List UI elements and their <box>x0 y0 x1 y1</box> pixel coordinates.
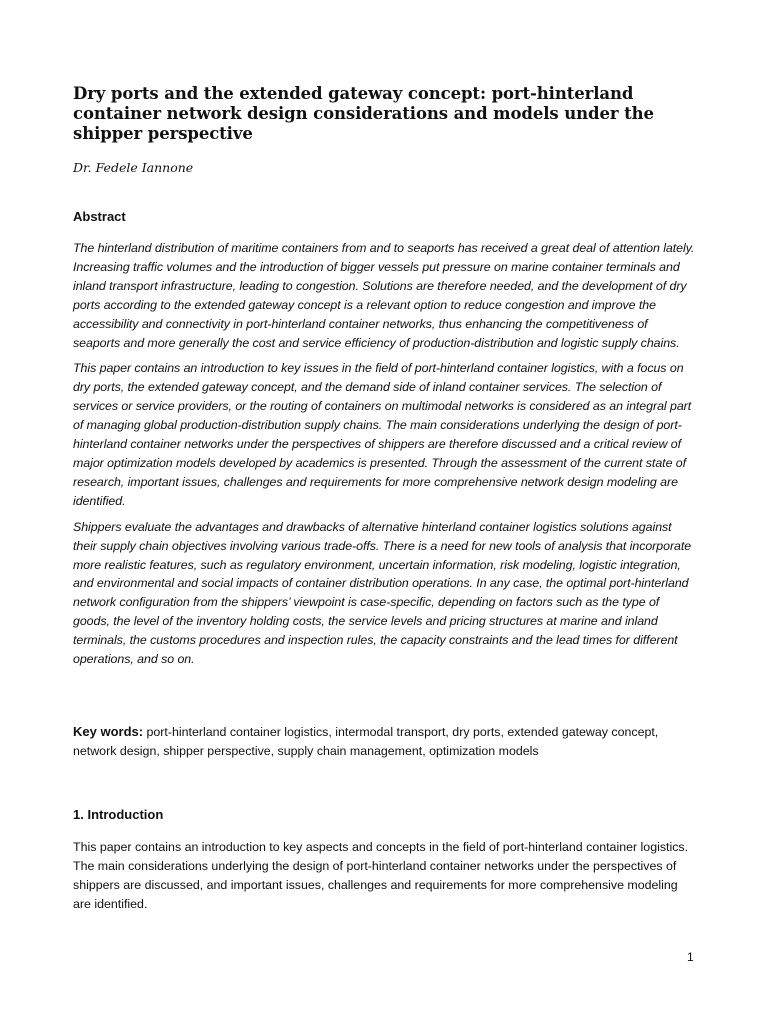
section-heading-introduction: 1. Introduction <box>73 807 164 822</box>
author-name: Dr. Fedele Iannone <box>73 160 194 175</box>
abstract-body <box>73 239 697 676</box>
abstract-paragraph: This paper contains an introduction to key issues in the field of port-hinterland container logistics, with a focus on dry ports, the extended gateway concept, and the demand side of inland container services. The selection of services or service providers, or the routing of containers on multimodal networks is considered as an integral part of managing global production-distribution supply chains. The main considerations underlying the design of port-hinterland container networks under the perspectives of shippers are therefore discussed and a critical review of major optimization models developed by academics is presented. Through the assessment of the current state of research, important issues, challenges and requirements for more comprehensive network design modeling are identified. <box>73 361 692 508</box>
keywords <box>73 723 697 761</box>
abstract-paragraph: The hinterland distribution of maritime containers from and to seaports has received a great deal of attention lately. Increasing traffic volumes and the introduction of bigger vessels put pressure on marine container terminals and inland transport infrastructure, leading to congestion. Solutions are therefore needed, and the development of dry ports according to the extended gateway concept is a relevant option to reduce congestion and improve the accessibility and connectivity in port-hinterland container networks, thus enhancing the competitiveness of seaports and more generally the cost and service efficiency of production-distribution and logistic supply chains. <box>73 241 695 350</box>
paper-title: Dry ports and the extended gateway concept: port-hinterland container network design considerations and models under the shipper perspective <box>73 84 654 143</box>
introduction-paragraph: This paper contains an introduction to key aspects and concepts in the field of port-hinterland container logistics. The main considerations underlying the design of port-hinterland container networks under the perspectives of shippers are discussed, and important issues, challenges and requirements for more comprehensive modeling are identified. <box>73 840 689 911</box>
abstract-paragraph: Shippers evaluate the advantages and drawbacks of alternative hinterland container logistics solutions against their supply chain objectives involving various trade-offs. There is a need for new tools of analysis that incorporate more realistic features, such as regulatory environment, uncertain information, risk modeling, logistic integration, and environmental and social impacts of container distribution operations. In any case, the optimal port-hinterland network configuration from the shippers’ viewpoint is case-specific, depending on factors such as the type of goods, the level of the inventory holding costs, the service levels and pricing structures at marine and inland terminals, the customs procedures and inspection rules, the capacity constraints and the lead times for different operations, and so on. <box>73 519 692 667</box>
abstract-heading: Abstract <box>73 209 126 224</box>
page-number: 1 <box>687 950 694 964</box>
keywords-label: Key words: <box>73 724 144 739</box>
paper-page <box>73 84 697 911</box>
keywords-text: port-hinterland container logistics, intermodal transport, dry ports, extended gateway concept, network design, shipper perspective, supply chain management, optimization models <box>73 725 659 758</box>
